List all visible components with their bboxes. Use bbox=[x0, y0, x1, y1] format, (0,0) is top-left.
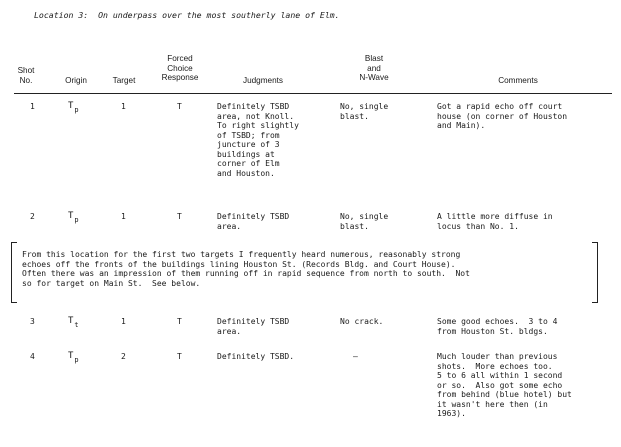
header-comments: Comments bbox=[498, 76, 538, 85]
row-2-origin-sub: p bbox=[74, 216, 79, 224]
note-right-bracket bbox=[592, 242, 598, 303]
location-line: Location 3: On underpass over the most southerly lane of Elm. bbox=[34, 10, 340, 20]
row-4-target: 2 bbox=[121, 352, 126, 361]
header-rule bbox=[14, 93, 612, 94]
row-1-judgments: Definitely TSBD area, not Knoll. To right slightly of TSBD; from juncture of 3 buildings at corner of Elm and Houston. bbox=[217, 102, 299, 178]
row-3-origin-sub: t bbox=[74, 321, 79, 329]
note-left-bracket bbox=[11, 242, 17, 303]
row-4-shot: 4 bbox=[30, 352, 35, 361]
header-origin: Origin bbox=[65, 76, 87, 85]
row-2-target: 1 bbox=[121, 212, 126, 221]
row-3-origin-main: T bbox=[68, 316, 74, 326]
header-target: Target bbox=[112, 76, 136, 85]
row-3-shot: 3 bbox=[30, 317, 35, 326]
row-4-blast: — bbox=[353, 352, 358, 361]
row-2-origin bbox=[68, 211, 79, 224]
row-3-blast: No crack. bbox=[340, 317, 384, 326]
row-1-origin-sub: p bbox=[74, 106, 79, 114]
row-3-response: T bbox=[177, 317, 182, 326]
header-blast-n-wave: Blast and N-Wave bbox=[359, 54, 389, 82]
row-3-target: 1 bbox=[121, 317, 126, 326]
header-shot-no: Shot No. bbox=[17, 66, 35, 85]
row-3-judgments: Definitely TSBD area. bbox=[217, 317, 290, 336]
row-4-comments: Much louder than previous shots. More echoes too. 5 to 6 all within 1 second or so. Also got some echo from behind (blue hotel) but it wasn't here then (in 1963). bbox=[437, 352, 572, 418]
row-1-origin-main: T bbox=[68, 101, 74, 111]
row-4-origin-main: T bbox=[68, 351, 74, 361]
row-1-target: 1 bbox=[121, 102, 126, 111]
row-2-response: T bbox=[177, 212, 182, 221]
row-1-blast: No, single blast. bbox=[340, 102, 389, 121]
row-1-response: T bbox=[177, 102, 182, 111]
row-2-origin-main: T bbox=[68, 211, 74, 221]
row-4-judgments: Definitely TSBD. bbox=[217, 352, 295, 361]
header-judgments: Judgments bbox=[242, 76, 284, 85]
row-4-response: T bbox=[177, 352, 182, 361]
row-2-blast: No, single blast. bbox=[340, 212, 389, 231]
row-4-origin bbox=[68, 351, 79, 364]
row-3-comments: Some good echoes. 3 to 4 from Houston St. bldgs. bbox=[437, 317, 558, 336]
row-1-comments: Got a rapid echo off court house (on corner of Houston and Main). bbox=[437, 102, 568, 130]
note-text: From this location for the first two targets I frequently heard numerous, reasonably strong echoes off the fronts of the buildings lining Houston St. (Records Bldg. and Court House). Often there was an impression of them running off in rapid sequence from north to south. Not so for target on Main St. See below. bbox=[22, 250, 470, 288]
row-1-origin bbox=[68, 101, 79, 114]
row-3-origin bbox=[68, 316, 79, 329]
row-2-shot: 2 bbox=[30, 212, 35, 221]
row-1-shot: 1 bbox=[30, 102, 35, 111]
row-4-origin-sub: p bbox=[74, 356, 79, 364]
row-2-judgments: Definitely TSBD area. bbox=[217, 212, 290, 231]
header-forced-choice-response: Forced Choice Response bbox=[161, 54, 199, 82]
row-2-comments: A little more diffuse in locus than No. 1. bbox=[437, 212, 553, 231]
